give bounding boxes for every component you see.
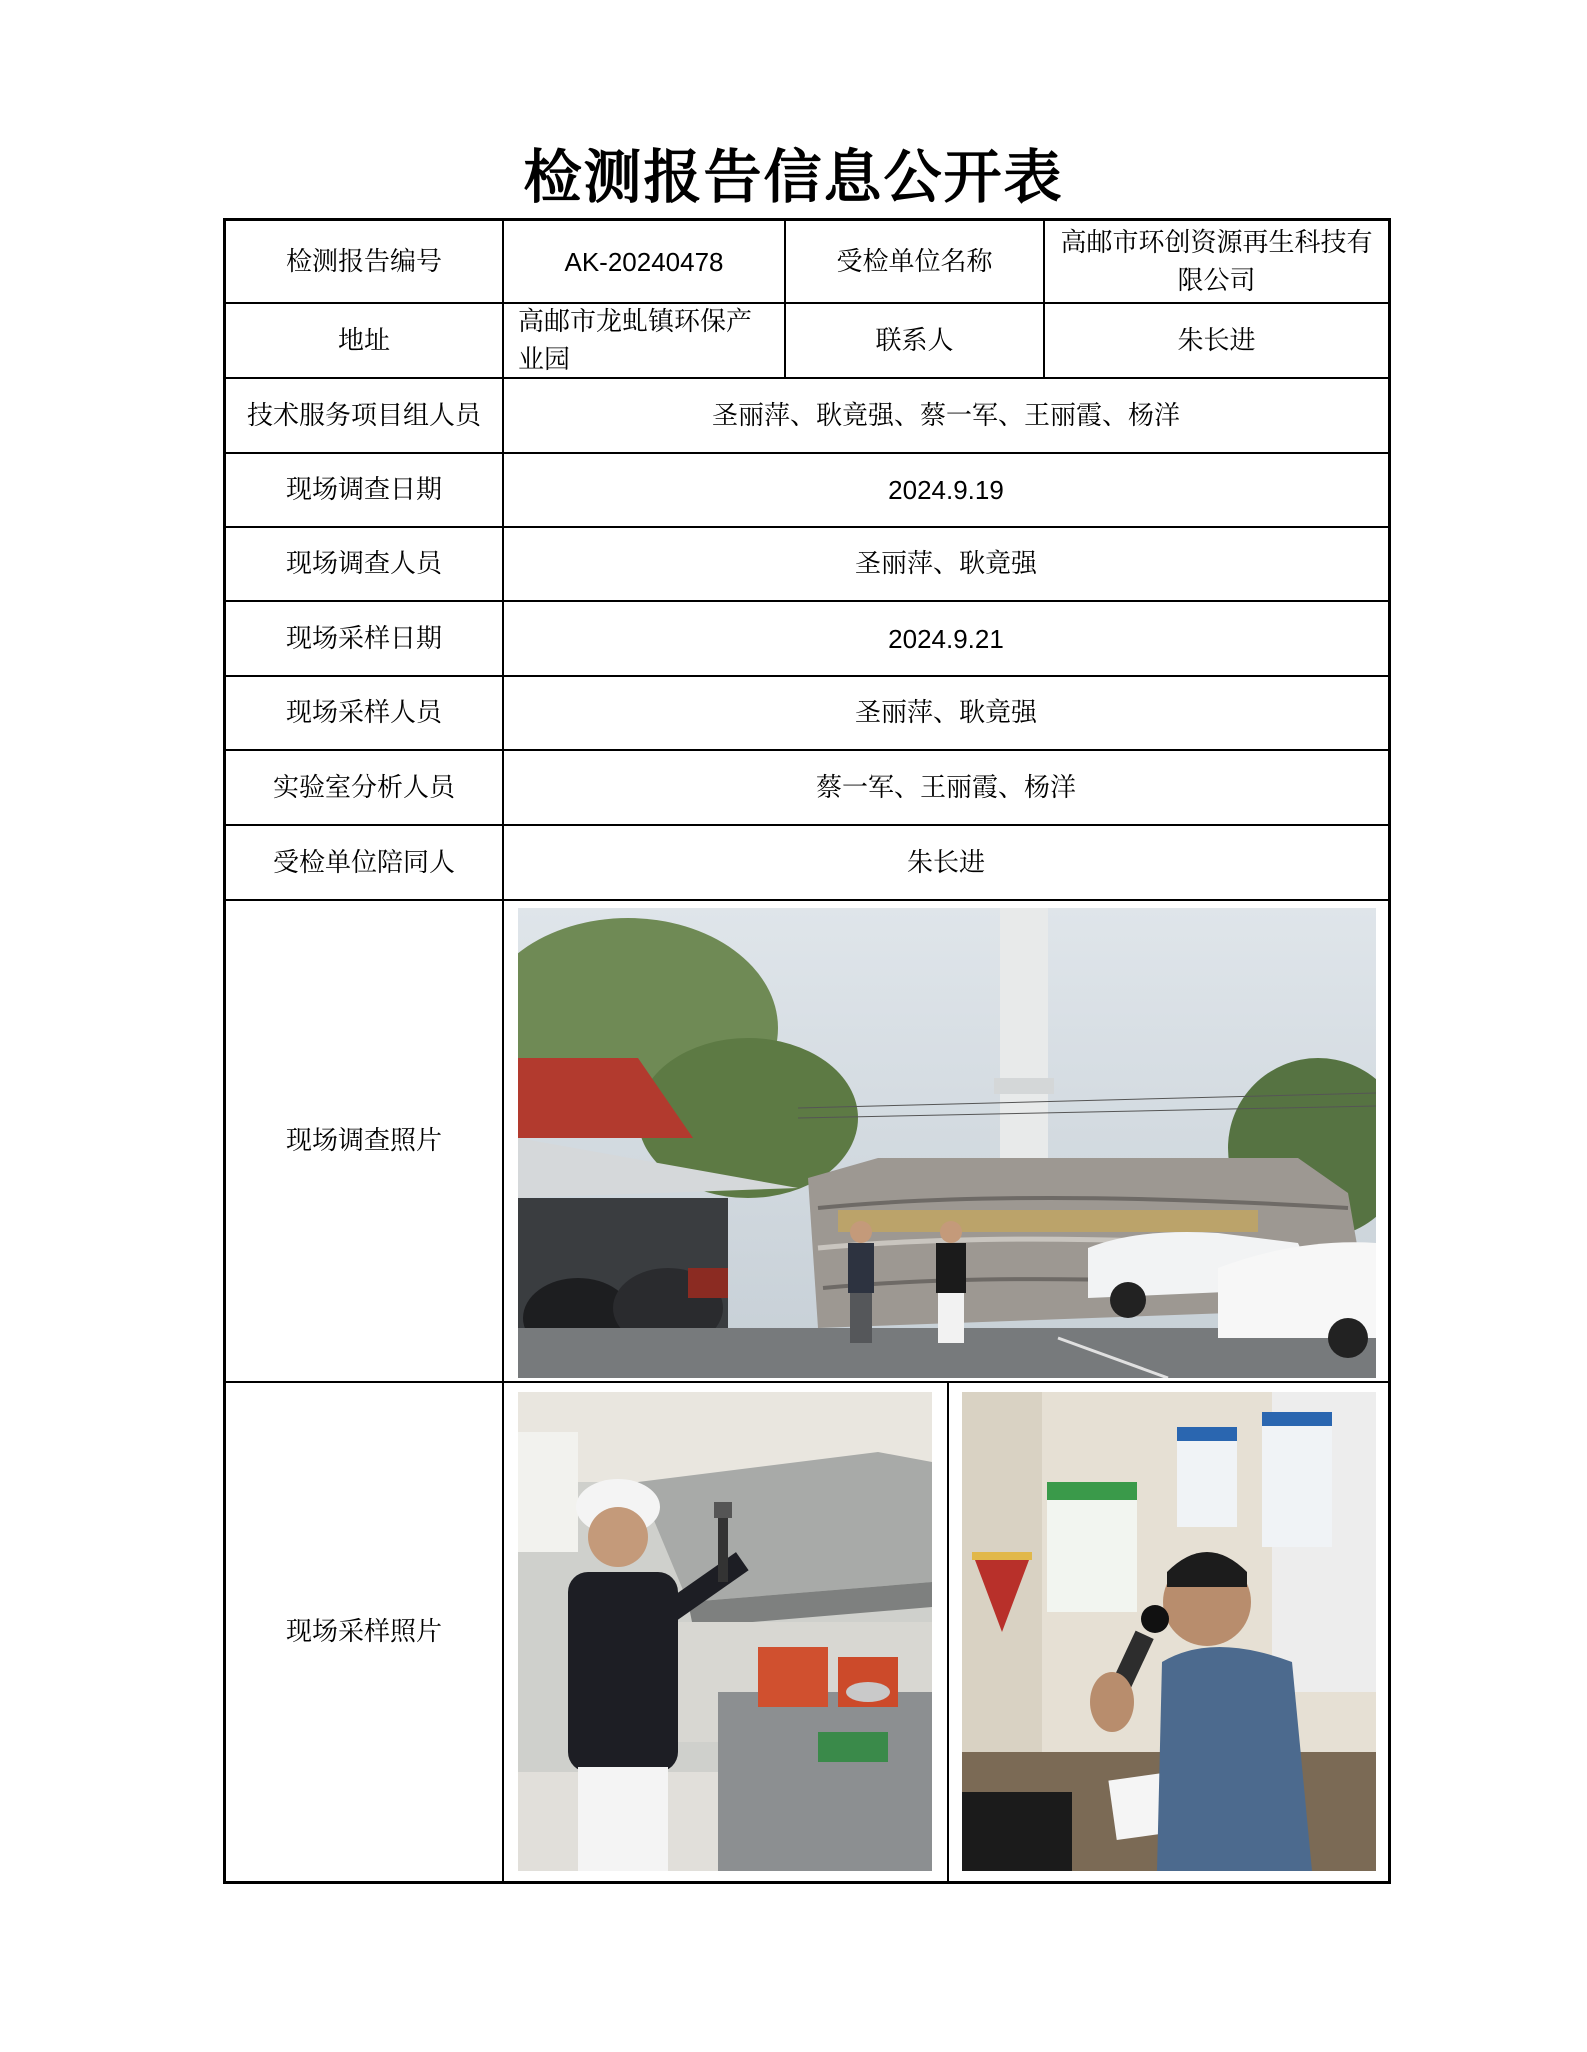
unit-name-label: 受检单位名称 xyxy=(836,246,993,277)
unit-name-value: 高邮市环创资源再生科技有限公司 xyxy=(1060,227,1373,296)
sampling-staff-value: 圣丽萍、耿竟强 xyxy=(854,698,1037,728)
survey-photo xyxy=(518,908,1376,1378)
address-label: 地址 xyxy=(337,325,390,356)
address-value: 高邮市龙虬镇环保产业园 xyxy=(518,306,753,375)
survey-date-label: 现场调查日期 xyxy=(285,475,442,505)
kitchen-measurement-photo-image xyxy=(518,1392,932,1871)
survey-photo-label: 现场调查照片 xyxy=(285,1126,442,1156)
sampling-date-value: 2024.9.21 xyxy=(888,623,1004,654)
contact-label: 联系人 xyxy=(875,325,954,356)
sampling-photo-left xyxy=(518,1392,932,1871)
team-label: 技术服务项目组人员 xyxy=(246,400,481,431)
lab-staff-value: 蔡一军、王丽霞、杨洋 xyxy=(815,772,1076,803)
gate-stone-photo-image xyxy=(518,908,1376,1378)
page-title: 检测报告信息公开表 xyxy=(523,143,1064,211)
sampling-date-label: 现场采样日期 xyxy=(285,623,442,654)
contact-value: 朱长进 xyxy=(1177,325,1256,356)
lab-staff-label: 实验室分析人员 xyxy=(272,772,455,803)
team-value: 圣丽萍、耿竟强、蔡一军、王丽霞、杨洋 xyxy=(711,400,1180,431)
sampling-staff-label: 现场采样人员 xyxy=(285,698,442,728)
sampling-photo-label: 现场采样照片 xyxy=(285,1617,442,1647)
survey-date-value: 2024.9.19 xyxy=(888,475,1004,505)
escort-value: 朱长进 xyxy=(906,847,985,878)
survey-staff-label: 现场调查人员 xyxy=(285,549,442,579)
report-no-label: 检测报告编号 xyxy=(285,246,442,277)
report-no-value: AK-20240478 xyxy=(564,246,724,277)
sampling-photo-right xyxy=(962,1392,1376,1871)
column-divider xyxy=(947,1381,949,1884)
office-measurement-photo-image xyxy=(962,1392,1376,1871)
survey-staff-value: 圣丽萍、耿竟强 xyxy=(854,549,1037,579)
escort-label: 受检单位陪同人 xyxy=(272,847,455,878)
